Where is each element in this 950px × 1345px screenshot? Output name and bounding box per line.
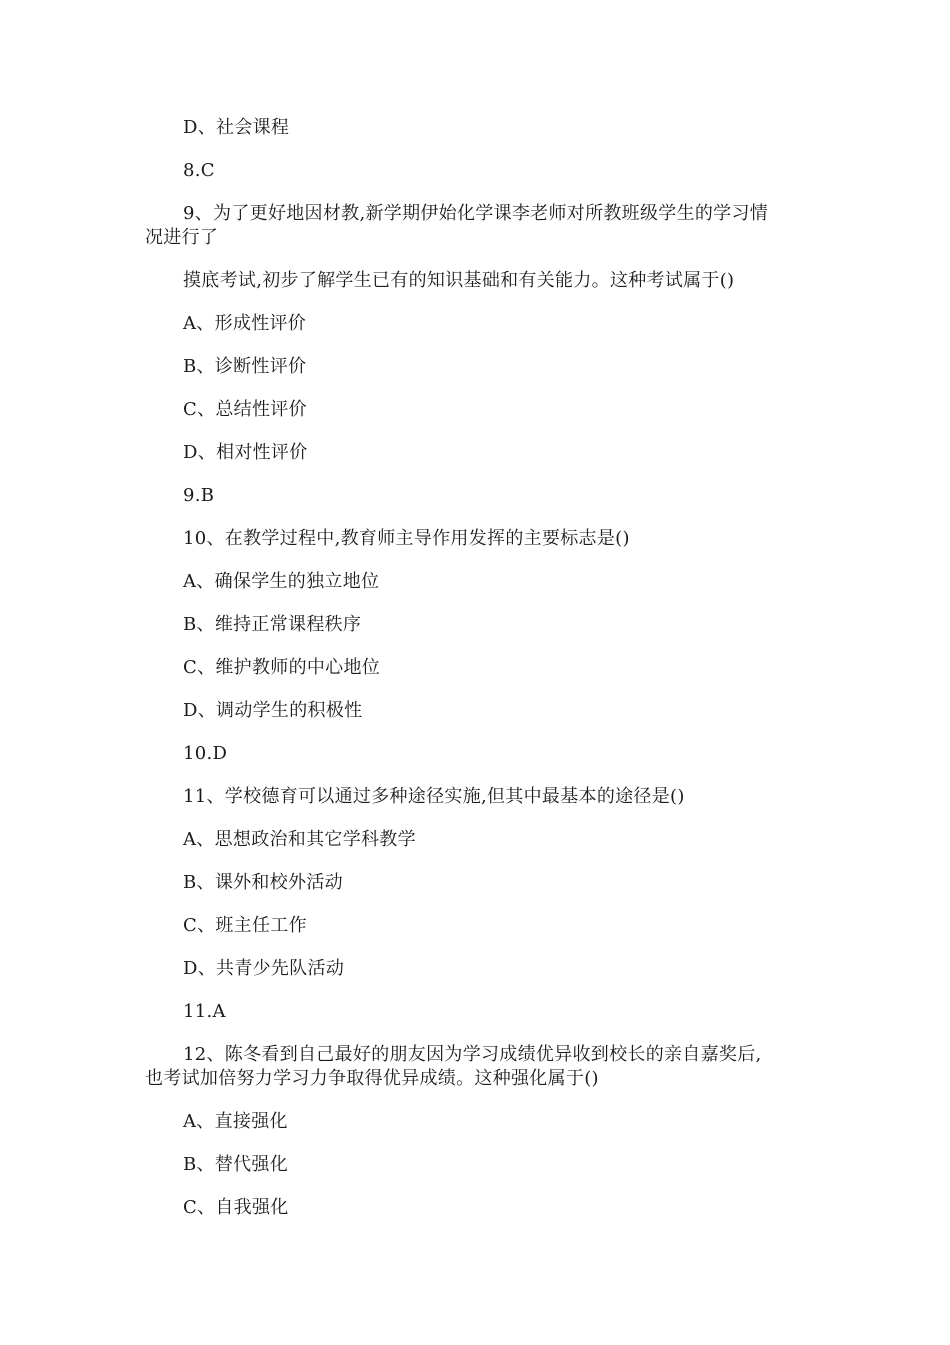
question-12-cont: 也考试加倍努力学习力争取得优异成绩。这种强化属于(): [145, 1068, 599, 1089]
question-9: 9、为了更好地因材教,新学期伊始化学课李老师对所教班级学生的学习情: [183, 203, 769, 224]
option-d-q7: D、社会课程: [183, 117, 290, 138]
option-a-q10: A、确保学生的独立地位: [183, 571, 380, 592]
option-c-q12: C、自我强化: [183, 1197, 289, 1218]
answer-q9: 9.B: [183, 485, 215, 506]
option-c-q10: C、维护教师的中心地位: [183, 657, 381, 678]
question-10: 10、在教学过程中,教育师主导作用发挥的主要标志是(): [183, 528, 630, 549]
answer-q8: 8.C: [183, 160, 215, 181]
option-b-q9: B、诊断性评价: [183, 356, 307, 377]
question-11: 11、学校德育可以通过多种途径实施,但其中最基本的途径是(): [183, 786, 685, 807]
option-d-q9: D、相对性评价: [183, 442, 308, 463]
option-d-q10: D、调动学生的积极性: [183, 700, 363, 721]
option-c-q11: C、班主任工作: [183, 915, 307, 936]
option-a-q11: A、思想政治和其它学科教学: [183, 829, 416, 850]
answer-q10: 10.D: [183, 743, 228, 764]
option-b-q10: B、维持正常课程秩序: [183, 614, 362, 635]
option-a-q12: A、直接强化: [183, 1111, 288, 1132]
option-d-q11: D、共青少先队活动: [183, 958, 345, 979]
question-9-line2: 摸底考试,初步了解学生已有的知识基础和有关能力。这种考试属于(): [183, 270, 735, 291]
question-12: 12、陈冬看到自己最好的朋友因为学习成绩优异收到校长的亲自嘉奖后,: [183, 1044, 762, 1065]
option-a-q9: A、形成性评价: [183, 313, 307, 334]
question-9-cont: 况进行了: [145, 227, 219, 248]
answer-q11: 11.A: [183, 1001, 226, 1022]
option-b-q12: B、替代强化: [183, 1154, 289, 1175]
option-c-q9: C、总结性评价: [183, 399, 307, 420]
option-b-q11: B、课外和校外活动: [183, 872, 343, 893]
